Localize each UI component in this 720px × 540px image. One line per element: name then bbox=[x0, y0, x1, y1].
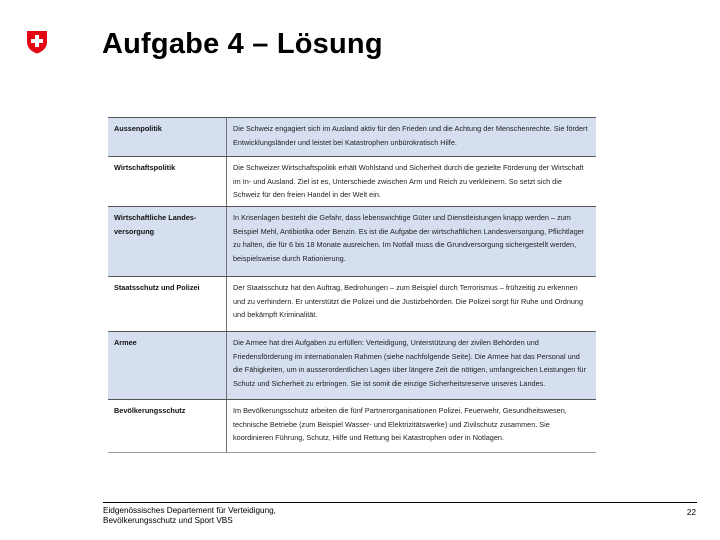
footer-line-2: Bevölkerungsschutz und Sport VBS bbox=[103, 516, 233, 525]
footer-department bbox=[103, 506, 276, 526]
footer-line-1: Eidgenössisches Departement für Verteidigung, bbox=[103, 506, 276, 515]
swiss-cross-shield-svg bbox=[26, 30, 48, 54]
slide-title: Aufgabe 4 – Lösung bbox=[102, 28, 383, 60]
swiss-cross-shield-icon bbox=[26, 30, 48, 54]
row-heading: Wirtschaftspolitik bbox=[114, 163, 176, 172]
row-description: In Krisenlagen besteht die Gefahr, dass lebenswichtige Güter und Dienstleistungen knapp werden – zum Beispiel Mehl, Antibiotika oder Benzin. Es ist die Aufgabe der wirtschaftlichen Landesversorgung, Pflichtlager zu halten, die für 6 bis 18 Monate ausreichen. Im Notfall muss die Grundversorgung sichergestellt werden, beispielsweise durch Rationierung. bbox=[226, 207, 596, 276]
table-row bbox=[108, 118, 596, 157]
table-row bbox=[108, 207, 596, 277]
row-heading: Aussenpolitik bbox=[114, 124, 162, 133]
row-description: Die Schweizer Wirtschaftspolitik erhält Wohlstand und Sicherheit durch die gezielte Förderung der Wirtschaft im In- und Ausland. Ziel ist es, Unterschiede zwischen Arm und Reich zu verkleinern. So setzt sich die Schweiz für den freien Handel in der Welt ein. bbox=[226, 157, 596, 206]
row-heading: Armee bbox=[114, 338, 137, 347]
table-row bbox=[108, 157, 596, 207]
row-description: Die Armee hat drei Aufgaben zu erfüllen: Verteidigung, Unterstützung der zivilen Behörden und Friedensförderung im internationalen Rahmen (siehe nachfolgende Seite). Die Armee hat das Personal und die Fähigkeiten, um in ausserordentlichen Lagen über längere Zeit die nötigen, umfangreichen Leistungen für Schutz und Sicherheit zu erbringen. Sie ist somit die einzige Sicherheitsreserve unseres Landes. bbox=[226, 332, 596, 399]
row-heading: Staatsschutz und Polizei bbox=[114, 283, 200, 292]
row-description: Der Staatsschutz hat den Auftrag, Bedrohungen – zum Beispiel durch Terrorismus – frühzeitig zu erkennen und zu verhindern. Er unterstützt die Polizei und die Justizbehörden. Die Polizei sorgt für Ruhe und Ordnung und bekämpft Kriminalität. bbox=[226, 277, 596, 331]
table-row bbox=[108, 332, 596, 400]
table-row bbox=[108, 400, 596, 453]
solution-table bbox=[108, 117, 596, 453]
page-number: 22 bbox=[686, 508, 696, 517]
table-row bbox=[108, 277, 596, 332]
row-description: Im Bevölkerungsschutz arbeiten die fünf Partnerorganisationen Polizei, Feuerwehr, Gesundheitswesen, technische Betriebe (zum Beispiel Wasser- und Elektrizitätswerke) und Zivilschutz zusammen. Sie koordinieren Führung, Schutz, Hilfe und Rettung bei Katastrophen oder in Notlagen. bbox=[226, 400, 596, 452]
row-description: Die Schweiz engagiert sich im Ausland aktiv für den Frieden und die Achtung der Menschenrechte. Sie fördert Entwicklungsländer und leistet bei Katastrophen unbürokratisch Hilfe. bbox=[226, 118, 596, 156]
row-heading: Wirtschaftliche Landes- versorgung bbox=[114, 213, 197, 236]
footer-divider bbox=[103, 502, 697, 503]
row-heading: Bevölkerungsschutz bbox=[114, 406, 186, 415]
